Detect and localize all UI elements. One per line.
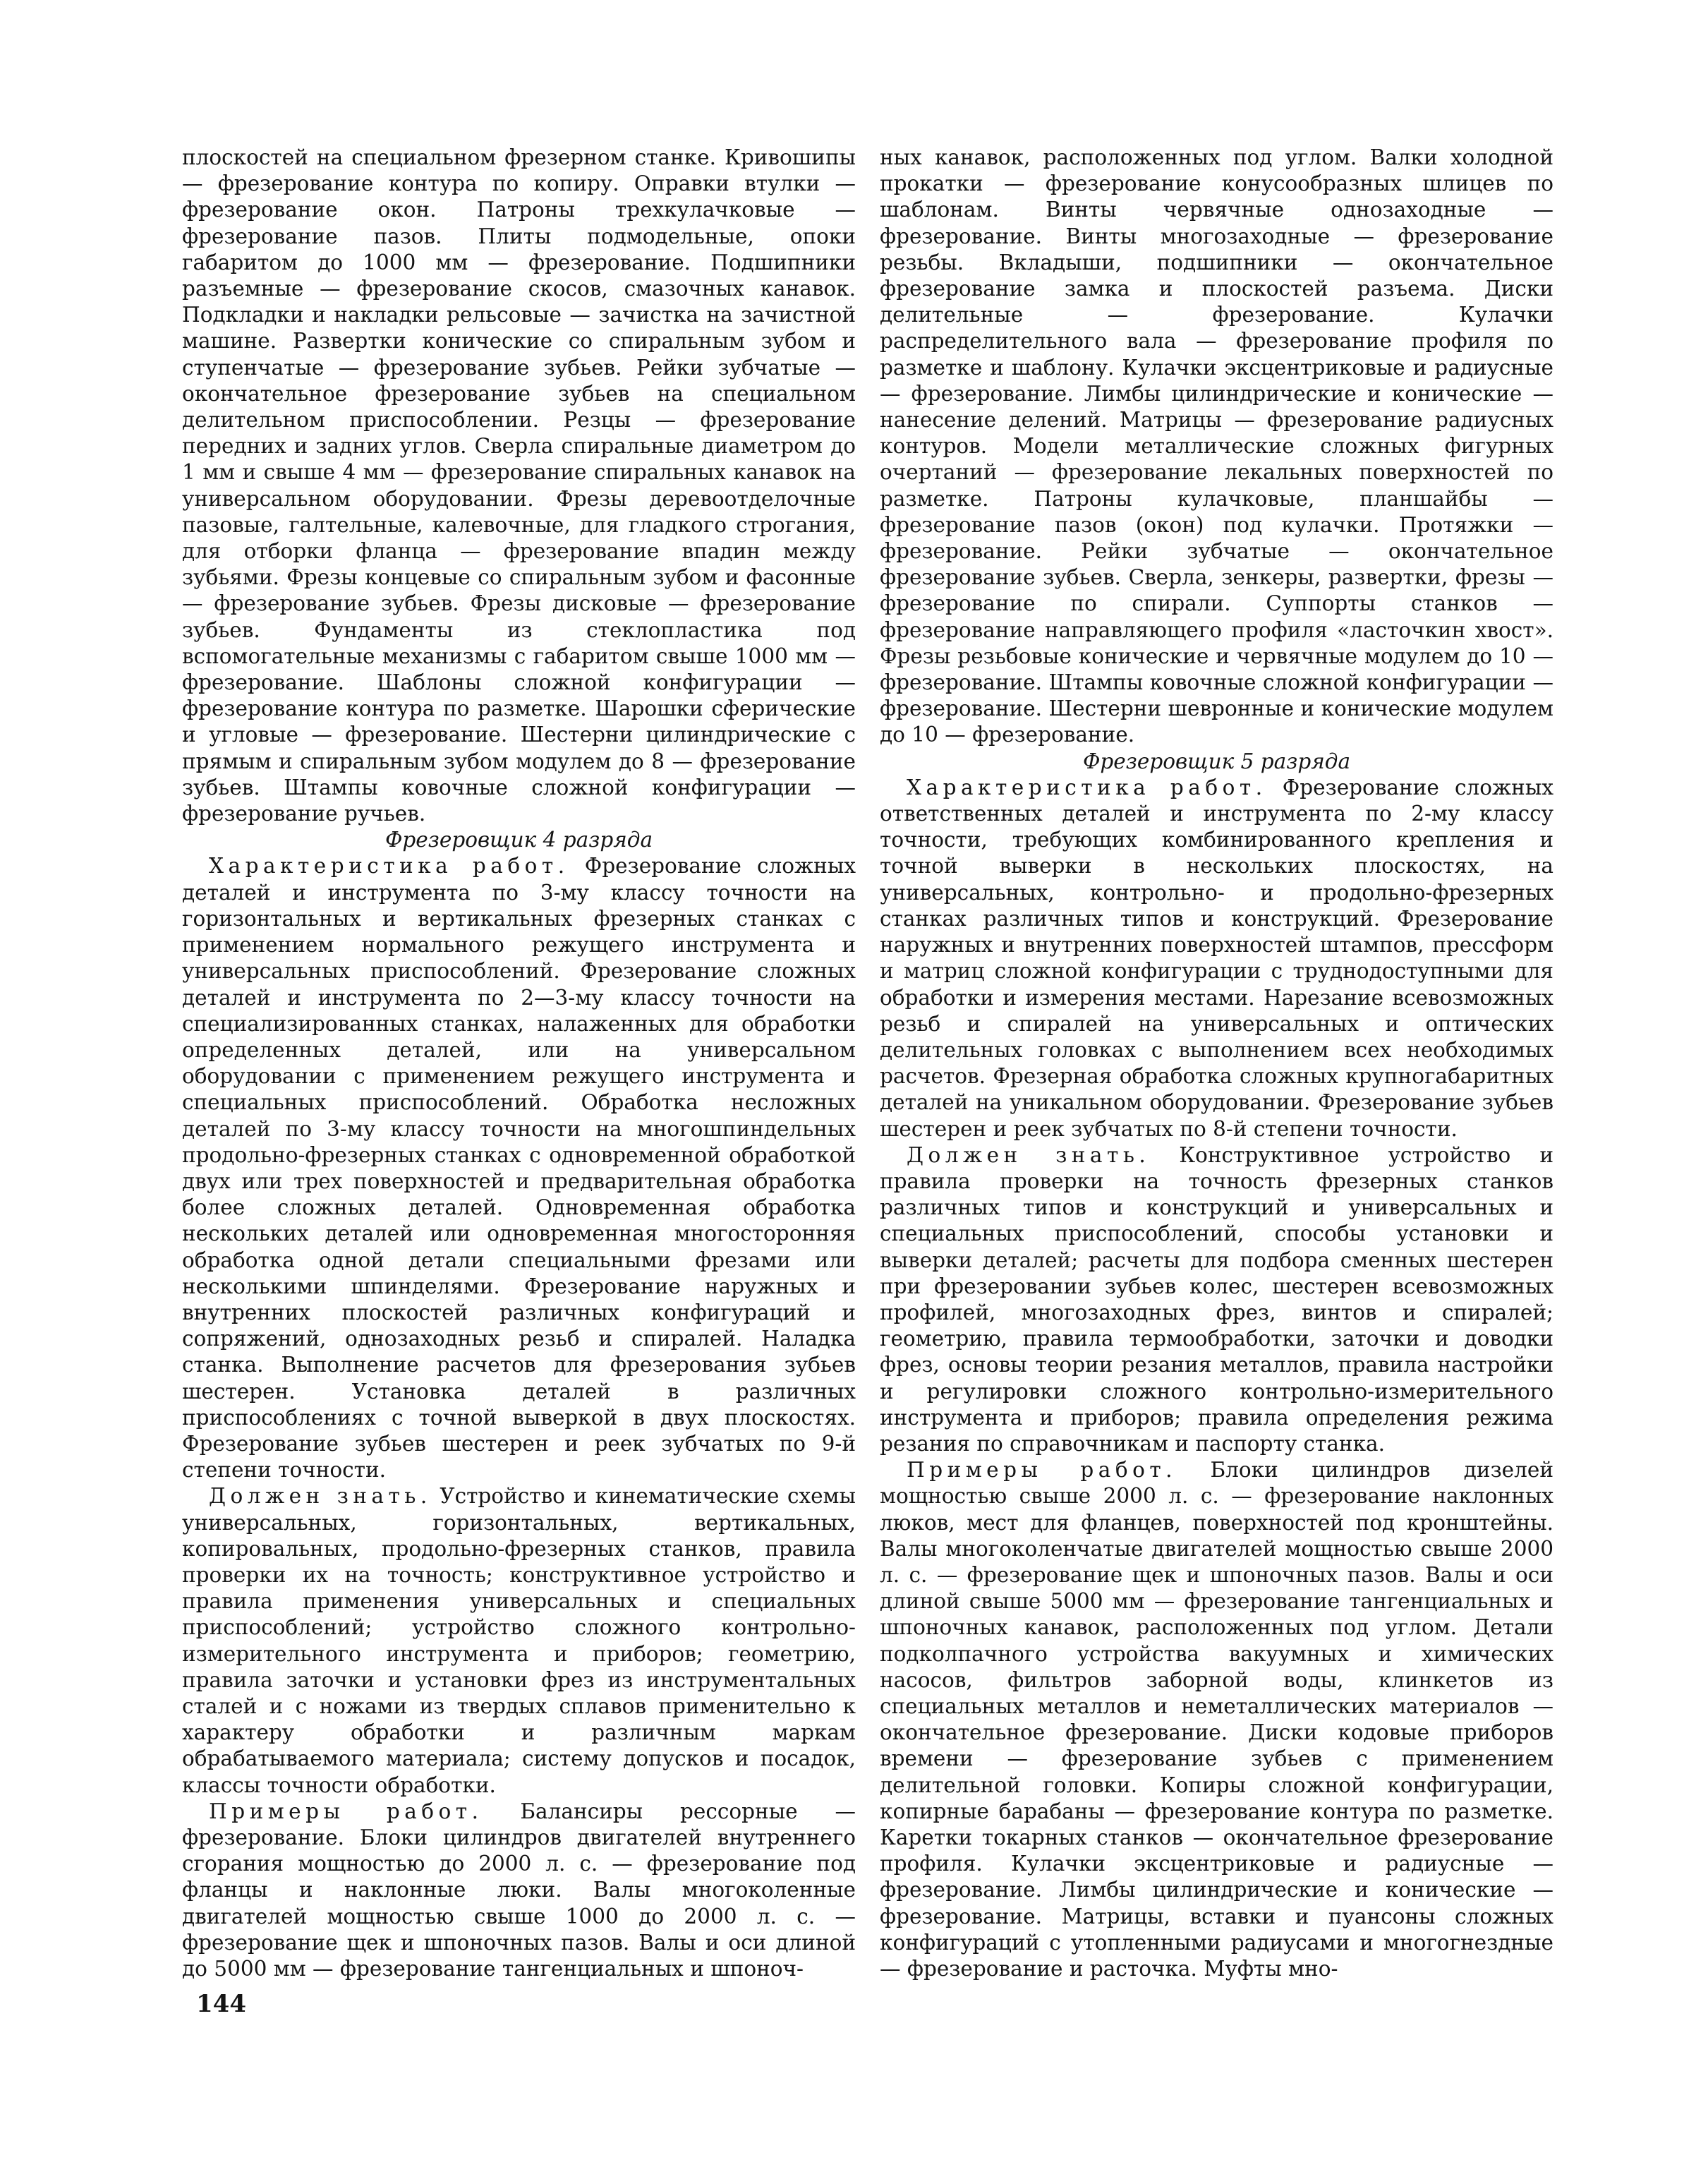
grade5-must-know-paragraph	[880, 1142, 1553, 1457]
right-carryover-paragraph: ных канавок, расположенных под углом. Валки холодной прокатки — фрезерование конусообразных шлицев по шаблонам. Винты червячные однозаходные — фрезерование. Винты многозаходные — фрезерование резьбы. Вкладыши, подшипники — окончательное фрезерование замка и плоскостей разъема. Диски делительные — фрезерование. Кулачки распределительного вала — фрезерование профиля по разметке и шаблону. Кулачки эксцентриковые и радиусные — фрезерование. Лимбы цилиндрические и конические — нанесение делений. Матрицы — фрезерование радиусных контуров. Модели металлические сложных фигурных очертаний — фрезерование лекальных поверхностей по разметке. Патроны кулачковые, планшайбы — фрезерование пазов (окон) под кулачки. Протяжки — фрезерование. Рейки зубчатые — окончательное фрезерование зубьев. Сверла, зенкеры, развертки, фрезы — фрезерование по спирали. Суппорты станков — фрезерование направляющего профиля «ласточкин хвост». Фрезы резьбовые конические и червячные модулем до 10 — фрезерование. Штампы ковочные сложной конфигурации — фрезерование. Шестерни шевронные и конические модулем до 10 — фрезерование.	[880, 145, 1553, 747]
examples-text: Блоки цилиндров дизелей мощностью свыше 2000 л. с. — фрезерование наклонных люков, мест для фланцев, поверхностей под кронштейны. Валы многоколенчатые двигателей мощностью свыше 2000 л. с. — фрезерование щек и шпоночных пазов. Валы и оси длиной свыше 5000 мм — фрезерование тангенциальных и шпоночных канавок, расположенных под углом. Детали подколпачного устройства вакуумных и химических насосов, фильтров заборной воды, клинкетов из специальных металлов и неметаллических материалов — окончательное фрезерование. Диски кодовые приборов времени — фрезерование зубьев с применением делительной головки. Копиры сложной конфигурации, копирные барабаны — фрезерование контура по разметке. Каретки токарных станков — окончательное фрезерование профиля. Кулачки эксцентриковые и радиусные — фрезерование. Лимбы цилиндрические и конические — фрезерование. Матрицы, вставки и пуансоны сложных конфигураций с утопленными радиусами и многогнездные — фрезерование и расточка. Муфты мно-	[880, 1458, 1553, 1981]
grade4-examples-paragraph	[182, 1799, 856, 1982]
left-column	[182, 145, 856, 1982]
heading-grade-4: Фрезеровщик 4 разряда	[384, 828, 653, 852]
grade5-characteristic-paragraph	[880, 775, 1553, 1142]
grade4-must-know-paragraph	[182, 1483, 856, 1798]
characteristic-text: Фрезерование сложных ответственных деталей и инструмента по 2-му классу точности, требующих комбинированного крепления и точной выверки в нескольких плоскостях, на универсальных, контрольно- и продольно-фрезерных станках различных типов и конструкций. Фрезерование наружных и внутренних поверхностей штампов, прессформ и матриц сложной конфигурации с труднодоступными для обработки и измерения местами. Нарезание всевозможных резьб и спиралей на универсальных и оптических делительных головках с выполнением всех необходимых расчетов. Фрезерная обработка сложных крупногабаритных деталей на уникальном оборудовании. Фрезерование зубьев шестерен и реек зубчатых по 8-й степени точности.	[880, 775, 1553, 1141]
right-column	[880, 145, 1553, 1982]
heading-grade-5: Фрезеровщик 5 разряда	[1082, 749, 1351, 773]
grade5-examples-paragraph	[880, 1457, 1553, 1982]
characteristic-text: Фрезерование сложных деталей и инструмента по 3-му классу точности на горизонтальных и вертикальных фрезерных станках с применением нормального режущего инструмента и универсальных приспособлений. Фрезерование сложных деталей и инструмента по 2—3-му классу точности на специализированных станках, налаженных для обработки определенных деталей, или на универсальном оборудовании с применением режущего инструмента и специальных приспособлений. Обработка несложных деталей по 3-му классу точности на многошпиндельных продольно-фрезерных станках с одновременной обработкой двух или трех поверхностей и предварительная обработка более сложных деталей. Одновременная обработка нескольких деталей или одновременная многосторонняя обработка одной детали специальными фрезами или несколькими шпинделями. Фрезерование наружных и внутренних плоскостей различных конфигураций и сопряжений, однозаходных резьб и спиралей. Наладка станка. Выполнение расчетов для фрезерования зубьев шестерен. Установка деталей в различных приспособлениях с точной выверкой в двух плоскостях. Фрезерование зубьев шестерен и реек зубчатых по 9-й степени точности.	[182, 854, 856, 1483]
examples-label: Примеры работ.	[209, 1799, 483, 1823]
must-know-label: Должен знать.	[907, 1142, 1151, 1167]
must-know-text: Конструктивное устройство и правила проверки на точность фрезерных станков различных типов и конструкций и универсальных и специальных приспособлений, способы установки и выверки деталей; расчеты для подбора сменных шестерен при фрезеровании зубьев колес, шестерен всевозможных профилей, многозаходных фрез, винтов и спиралей; геометрию, правила термообработки, заточки и доводки фрез, основы теории резания металлов, правила настройки и регулировки сложного контрольно-измерительного инструмента и приборов; правила определения режима резания по справочникам и паспорту станка.	[880, 1142, 1553, 1456]
must-know-label: Должен знать.	[209, 1484, 432, 1509]
characteristic-label: Характеристика работ.	[209, 854, 569, 879]
must-know-text: Устройство и кинематические схемы универсальных, горизонтальных, вертикальных, копировальных, продольно-фрезерных станков, правила проверки их на точность; конструктивное устройство и правила применения универсальных и специальных приспособлений; устройство сложного контрольно-измерительного инструмента и приборов; геометрию, правила заточки и установки фрез из инструментальных сталей и с ножами из твердых сплавов применительно к характеру обработки и различным маркам обрабатываемого материала; систему допусков и посадок, классы точности обработки.	[182, 1484, 856, 1797]
characteristic-label: Характеристика работ.	[907, 775, 1267, 799]
left-carryover-paragraph: плоскостей на специальном фрезерном станке. Кривошипы — фрезерование контура по копиру. Оправки втулки — фрезерование окон. Патроны трехкулачковые — фрезерование пазов. Плиты подмодельные, опоки габаритом до 1000 мм — фрезерование. Подшипники разъемные — фрезерование скосов, смазочных канавок. Подкладки и накладки рельсовые — зачистка на зачистной машине. Развертки конические со спиральным зубом и ступенчатые — фрезерование зубьев. Рейки зубчатые — окончательное фрезерование зубьев на специальном делительном приспособлении. Резцы — фрезерование передних и задних углов. Сверла спиральные диаметром до 1 мм и свыше 4 мм — фрезерование спиральных канавок на универсальном оборудовании. Фрезы деревоотделочные пазовые, галтельные, калевочные, для гладкого строгания, для отборки фланца — фрезерование впадин между зубьями. Фрезы концевые со спиральным зубом и фасонные — фрезерование зубьев. Фрезы дисковые — фрезерование зубьев. Фундаменты из стеклопластика под вспомогательные механизмы с габаритом свыше 1000 мм — фрезерование. Шаблоны сложной конфигурации — фрезерование контура по разметке. Шарошки сферические и угловые — фрезерование. Шестерни цилиндрические с прямым и спиральным зубом модулем до 8 — фрезерование зубьев. Штампы ковочные сложной конфигурации — фрезерование ручьев.	[182, 145, 856, 826]
examples-text: Балансиры рессорные — фрезерование. Блоки цилиндров двигателей внутреннего сгорания мощностью до 2000 л. с. — фрезерование под фланцы и наклонные люки. Валы многоколенные двигателей мощностью свыше 1000 до 2000 л. с. — фрезерование щек и шпоночных пазов. Валы и оси длиной до 5000 мм — фрезерование тангенциальных и шпоноч-	[182, 1799, 856, 1981]
page-number: 144	[196, 1990, 246, 2018]
grade4-characteristic-paragraph	[182, 853, 856, 1483]
examples-label: Примеры работ.	[907, 1458, 1177, 1483]
